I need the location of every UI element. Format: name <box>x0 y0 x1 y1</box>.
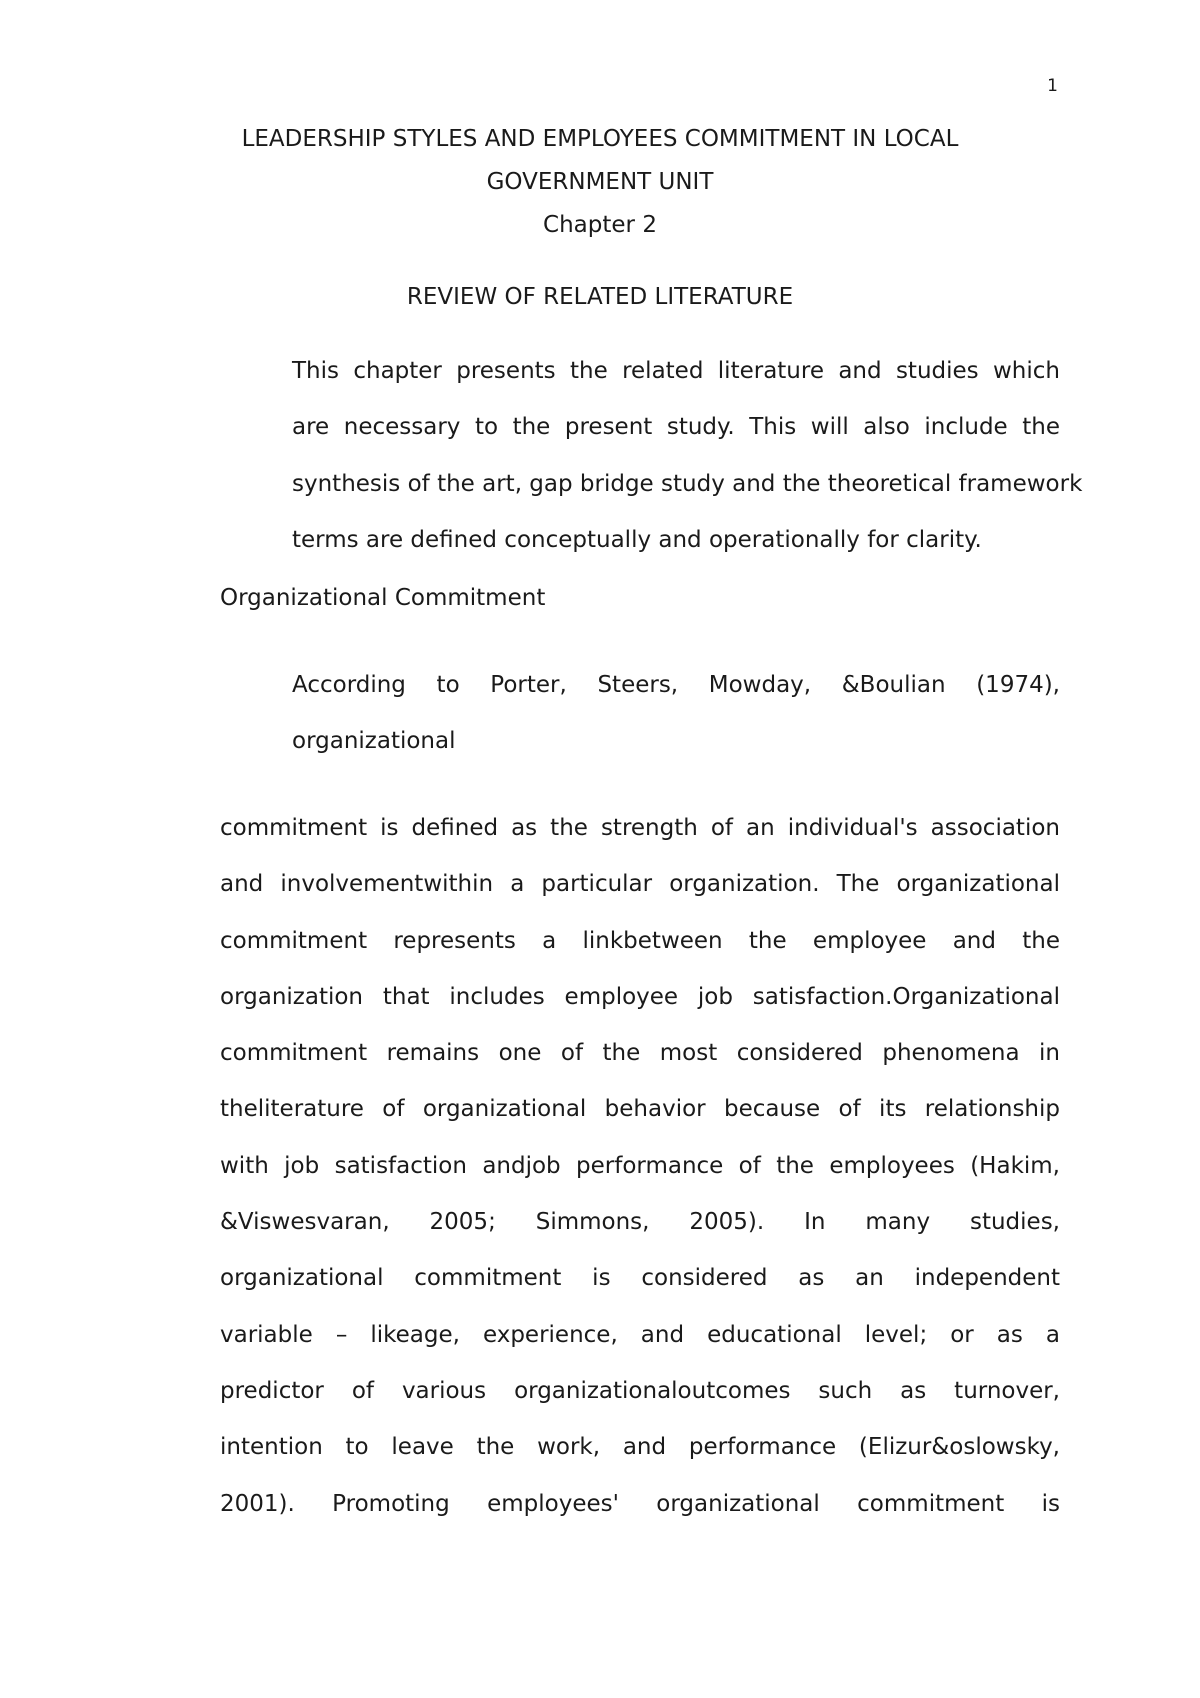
text-line: commitment is defined as the strength of an individual's association <box>220 815 1060 841</box>
commitment-paragraph <box>220 800 1060 1532</box>
text-line: According to Porter, Steers, Mowday, &Boulian (1974), <box>292 672 1060 698</box>
text-line: variable – likeage, experience, and educational level; or as a <box>220 1321 1060 1348</box>
text-line: synthesis of the art, gap bridge study and the theoretical framework <box>292 470 1083 497</box>
text-line: and involvementwithin a particular organization. The organizational <box>220 871 1060 898</box>
text-line: This chapter presents the related literature and studies which <box>292 358 1060 384</box>
document-title-line-2: GOVERNMENT UNIT <box>486 169 714 195</box>
text-line: with job satisfaction andjob performance of the employees (Hakim, <box>220 1152 1060 1179</box>
text-line: commitment represents a linkbetween the employee and the <box>220 927 1060 954</box>
text-line: predictor of various organizationaloutcomes such as turnover, <box>220 1377 1060 1404</box>
page-number: 1 <box>1047 76 1058 96</box>
text-line: organizational <box>292 728 456 755</box>
subheading-organizational-commitment: Organizational Commitment <box>220 585 546 611</box>
intro-paragraph <box>220 343 1083 568</box>
chapter-label: Chapter 2 <box>543 212 657 238</box>
text-line: terms are defined conceptually and operationally for clarity. <box>292 526 982 553</box>
section-heading: REVIEW OF RELATED LITERATURE <box>406 284 794 310</box>
text-line: organizational commitment is considered as an independent <box>220 1265 1060 1292</box>
text-line: commitment remains one of the most considered phenomena in <box>220 1040 1060 1067</box>
text-line: theliterature of organizational behavior because of its relationship <box>220 1096 1060 1123</box>
document-title-line-1: LEADERSHIP STYLES AND EMPLOYEES COMMITMENT IN LOCAL <box>241 126 959 152</box>
text-line: 2001). Promoting employees' organizational commitment is <box>220 1490 1060 1517</box>
text-line: &Viswesvaran, 2005; Simmons, 2005). In many studies, <box>220 1209 1060 1236</box>
text-line: organization that includes employee job satisfaction.Organizational <box>220 983 1060 1010</box>
text-line: are necessary to the present study. This will also include the <box>292 414 1060 441</box>
text-line: intention to leave the work, and performance (Elizur&oslowsky, <box>220 1434 1060 1461</box>
porter-paragraph <box>220 657 1060 770</box>
